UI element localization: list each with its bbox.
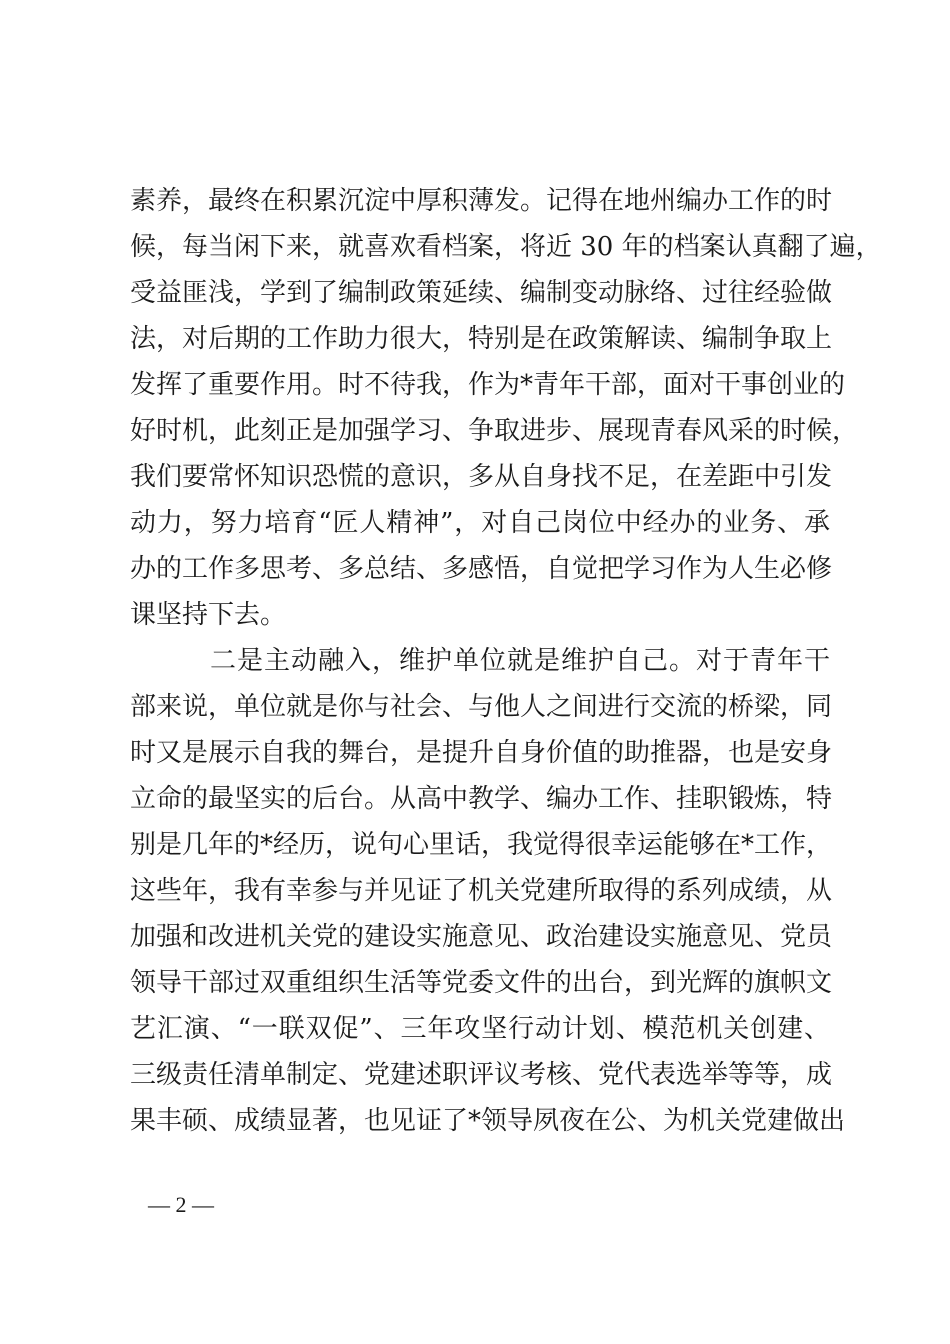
text-line: 部来说，单位就是你与社会、与他人之间进行交流的桥梁，同 bbox=[130, 692, 833, 722]
text-line: 好时机，此刻正是加强学习、争取进步、展现青春风采的时候， bbox=[130, 416, 859, 446]
text-line: 二是主动融入，维护单位就是维护自己。对于青年干 bbox=[210, 646, 830, 676]
text-line: 立命的最坚实的后台。从高中教学、编办工作、挂职锻炼，特 bbox=[130, 784, 833, 814]
text-line: 候，每当闲下来，就喜欢看档案，将近 30 年的档案认真翻了遍， bbox=[130, 232, 882, 262]
text-line: 这些年，我有幸参与并见证了机关党建所取得的系列成绩，从 bbox=[130, 876, 833, 906]
text-line: 办的工作多思考、多总结、多感悟，自觉把学习作为人生必修 bbox=[130, 554, 833, 584]
text-line: 素养，最终在积累沉淀中厚积薄发。记得在地州编办工作的时 bbox=[130, 186, 833, 216]
text-line: 艺汇演、“一联双促”、三年攻坚行动计划、模范机关创建、 bbox=[130, 1014, 830, 1044]
text-line: 发挥了重要作用。时不待我，作为*青年干部，面对干事创业的 bbox=[130, 370, 846, 400]
text-line: 课坚持下去。 bbox=[130, 600, 287, 630]
text-line: 时又是展示自我的舞台，是提升自身价值的助推器，也是安身 bbox=[130, 738, 833, 768]
paragraph bbox=[130, 178, 882, 638]
text-line: 加强和改进机关党的建设实施意见、政治建设实施意见、党员 bbox=[130, 922, 833, 952]
text-line: 领导干部过双重组织生活等党委文件的出台，到光辉的旗帜文 bbox=[130, 968, 833, 998]
text-line: 三级责任清单制定、党建述职评议考核、党代表选举等等，成 bbox=[130, 1060, 833, 1090]
body-text bbox=[130, 178, 882, 1144]
text-line: 我们要常怀知识恐慌的意识，多从自身找不足，在差距中引发 bbox=[130, 462, 833, 492]
text-line: 法，对后期的工作助力很大，特别是在政策解读、编制争取上 bbox=[130, 324, 833, 354]
text-line: 别是几年的*经历，说句心里话，我觉得很幸运能够在*工作， bbox=[130, 830, 833, 860]
text-line: 动力，努力培育“匠人精神”，对自己岗位中经办的业务、承 bbox=[130, 508, 830, 538]
text-line: 果丰硕、成绩显著，也见证了*领导夙夜在公、为机关党建做出 bbox=[130, 1106, 846, 1136]
text-line: 受益匪浅，学到了编制政策延续、编制变动脉络、过往经验做 bbox=[130, 278, 833, 308]
paragraph bbox=[130, 638, 846, 1144]
page-number: — 2 — bbox=[148, 1192, 214, 1217]
